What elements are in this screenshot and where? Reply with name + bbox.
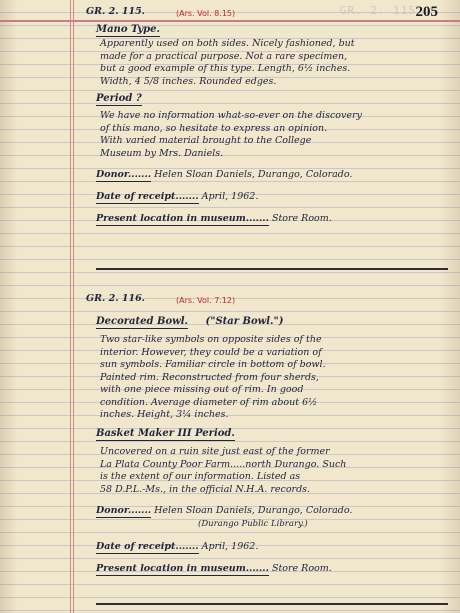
entry1-period-text	[100, 110, 362, 160]
bleed-through-text: GR. 2. 115	[339, 4, 416, 17]
entry2-title-row	[96, 316, 283, 327]
date-label: Date of receipt.......	[96, 541, 199, 552]
entry1-catalog-number: GR. 2. 115.	[86, 6, 145, 17]
entry2-period-line: La Plata County Poor Farm.....north Durango. Such	[100, 458, 347, 470]
donor-value: Helen Sloan Daniels, Durango, Colorado.	[154, 505, 353, 516]
location-value: Store Room.	[271, 213, 332, 224]
entry2-donor-sub: (Durango Public Library.)	[198, 519, 308, 529]
donor-label: Donor.......	[96, 169, 152, 180]
entry2-desc-line: sun symbols. Familiar circle in bottom of bowl.	[100, 359, 326, 370]
entry2-desc-line: interior. However, they could be a variation of	[100, 346, 322, 358]
donor-label: Donor.......	[96, 505, 152, 516]
entry1-date-row	[96, 191, 258, 204]
entry1-desc-line: Width, 4 5/8 inches. Rounded edges.	[100, 75, 277, 87]
entry1-desc-line: but a good example of this type. Length, 6½ inches.	[100, 63, 351, 74]
location-label: Present location in museum.......	[96, 213, 269, 224]
location-value: Store Room.	[271, 563, 332, 574]
entry1-period-line: With varied material brought to the College	[100, 135, 312, 146]
entry2-red-note: (Ars. Vol. 7.12)	[176, 296, 236, 305]
entry2-period-line: Uncovered on a ruin site just east of the former	[100, 446, 330, 457]
entry2-location-row	[96, 563, 332, 576]
donor-value: Helen Sloan Daniels, Durango, Colorado.	[154, 169, 353, 180]
entry1-period-line: We have no information what-so-ever on the discovery	[100, 110, 362, 121]
date-label: Date of receipt.......	[96, 191, 199, 202]
entry2-donor-row	[96, 505, 352, 518]
margin-line	[70, 0, 71, 613]
margin-line	[73, 0, 74, 613]
entry2-date-row	[96, 541, 258, 554]
page-number: 205	[415, 4, 438, 20]
entry1-red-note: (Ars. Vol. 8.15)	[176, 9, 236, 18]
entry1-title: Mano Type.	[96, 24, 160, 35]
entry2-desc-line: with one piece missing out of rim. In good	[100, 384, 304, 395]
entry2-desc-line: condition. Average diameter of rim about 6½	[100, 396, 318, 408]
entry1-desc-line: Apparently used on both sides. Nicely fashioned, but	[100, 38, 355, 49]
entry2-period-text	[100, 446, 346, 496]
entry1-description	[100, 38, 355, 88]
section-divider	[96, 268, 448, 270]
entry2-period-heading: Basket Maker III Period.	[96, 428, 235, 439]
entry1-period-line: Museum by Mrs. Daniels.	[100, 147, 224, 159]
entry1-desc-line: made for a practical purpose. Not a rare specimen,	[100, 50, 348, 62]
entry1-location-row	[96, 213, 332, 226]
entry1-donor-row	[96, 169, 352, 182]
entry2-catalog-number: GR. 2. 116.	[86, 293, 145, 304]
entry1-period-heading: Period ?	[96, 93, 142, 104]
entry2-title-quote: ("Star Bowl.")	[205, 316, 284, 327]
entry2-period-line: is the extent of our information. Listed as	[100, 471, 301, 482]
entry2-desc-line: inches. Height, 3¼ inches.	[100, 409, 229, 420]
location-label: Present location in museum.......	[96, 563, 269, 574]
entry2-description	[100, 334, 326, 422]
date-value: April, 1962.	[201, 191, 259, 202]
entry1-period-line: of this mano, so hesitate to express an opinion.	[100, 122, 328, 134]
top-red-rule	[0, 20, 460, 22]
section-divider	[96, 603, 448, 605]
entry2-period-line: 58 D.P.L.-Ms., in the official N.H.A. records.	[100, 483, 311, 495]
entry2-title: Decorated Bowl.	[96, 316, 189, 327]
entry2-desc-line: Painted rim. Reconstructed from four sherds,	[100, 371, 319, 383]
entry2-desc-line: Two star-like symbols on opposite sides of the	[100, 334, 322, 345]
date-value: April, 1962.	[201, 541, 259, 552]
